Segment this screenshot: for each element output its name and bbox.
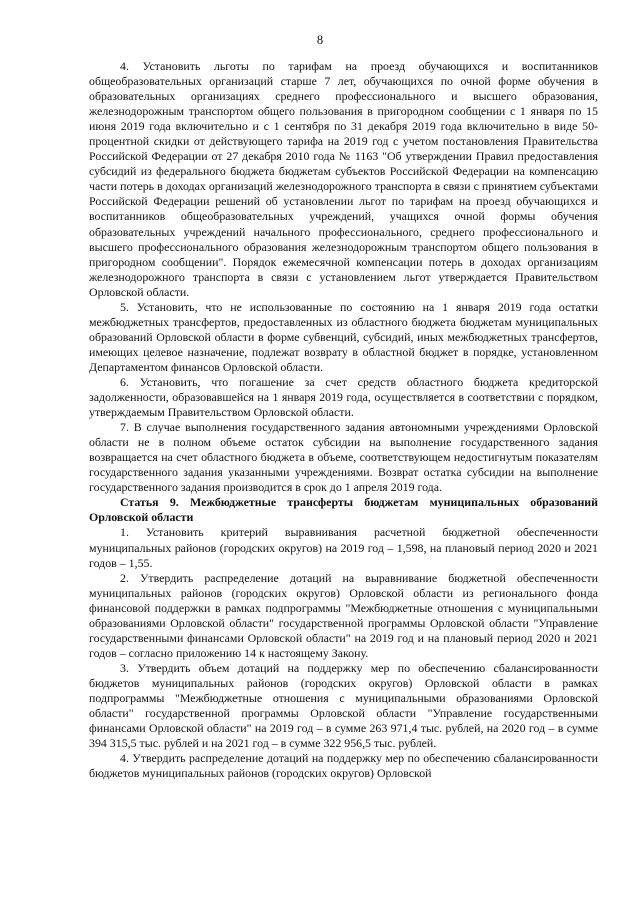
article-9-paragraph-1: 1. Установить критерий выравнивания расчетной бюджетной обеспеченности муниципальных районов (городских округов) на 2019 год – 1,598, на плановый период 2020 и 2021 годов – 1,55. [89, 525, 598, 570]
paragraph-item-6: 6. Установить, что погашение за счет средств областного бюджета кредиторской задолженности, образовавшейся на 1 января 2019 года, осуществляется в соответствии с порядком, утверждаемым Правительством Орловской области. [89, 374, 598, 420]
paragraph-item-7: 7. В случае выполнения государственного задания автономными учреждениями Орловской области не в полном объеме остаток субсидии на выполнение государственного задания возвращается на счет областного бюджета в объеме, соответствующем недостигнутым показателям государственного задания указанными учреждениями. Возврат остатка субсидии на выполнение государственного задания производится в срок до 1 апреля 2019 года. [89, 420, 598, 495]
article-9-heading: Статья 9. Межбюджетные трансферты бюджетам муниципальных образований Орловской области [89, 495, 598, 525]
paragraph-item-4: 4. Установить льготы по тарифам на проезд обучающихся и воспитанников общеобразовательных организаций старше 7 лет, обучающихся по очной форме обучения в образовательных организациях среднего профессионального и высшего образования, железнодорожным транспортом общего пользования в пригородном сообщении с 1 января по 15 июня 2019 года включительно и с 1 сентября по 31 декабря 2019 года включительно в виде 50-процентной скидки от действующего тарифа на 2019 год с учетом постановления Правительства Российской Федерации от 27 декабря 2010 года № 1163 "Об утверждении Правил предоставления субсидий из федерального бюджета бюджетам субъектов Российской Федерации на компенсацию части потерь в доходах организаций железнодорожного транспорта в связи с принятием субъектами Российской Федерации решений об установлении льгот по тарифам на проезд обучающихся и воспитанников общеобразовательных учреждений, учащихся очной формы обучения образовательных учреждений начального профессионального, среднего профессионального и высшего профессионального образования железнодорожным транспортом общего пользования в пригородном сообщении". Порядок ежемесячной компенсации потерь в доходах организациям железнодорожного транспорта в связи с установлением льгот утверждается Правительством Орловской области. [89, 59, 598, 299]
page-number: 8 [316, 33, 324, 47]
article-9-paragraph-4: 4. Утвердить распределение дотаций на поддержку мер по обеспечению сбалансированности бюджетов муниципальных районов (городских округов) Орловской [89, 751, 598, 781]
document-body [89, 59, 598, 781]
article-9-paragraph-3: 3. Утвердить объем дотаций на поддержку мер по обеспечению сбалансированности бюджетов муниципальных районов (городских округов) Орловской области в рамках подпрограммы "Межбюджетные отношения с муниципальными образованиями Орловской области" государственной программы Орловской области "Управление государственными финансами Орловской области" на 2019 год – в сумме 263 971,4 тыс. рублей, на 2020 год – в сумме 394 315,5 тыс. рублей и на 2021 год – в сумме 322 956,5 тыс. рублей. [89, 660, 598, 751]
article-9-paragraph-2: 2. Утвердить распределение дотаций на выравнивание бюджетной обеспеченности муниципальных районов (городских округов) Орловской области из регионального фонда финансовой поддержки в рамках подпрограммы "Межбюджетные отношения с муниципальными образованиями Орловской области" государственной программы Орловской области "Управление государственными финансами Орловской области" на 2019 год и на плановый период 2020 и 2021 годов – согласно приложению 14 к настоящему Закону. [89, 570, 598, 660]
paragraph-item-5: 5. Установить, что не использованные по состоянию на 1 января 2019 года остатки межбюджетных трансфертов, предоставленных из областного бюджета бюджетам муниципальных образований Орловской области в форме субвенций, субсидий, иных межбюджетных трансфертов, имеющих целевое назначение, подлежат возврату в областной бюджет в порядке, установленном Департаментом финансов Орловской области. [89, 299, 598, 374]
